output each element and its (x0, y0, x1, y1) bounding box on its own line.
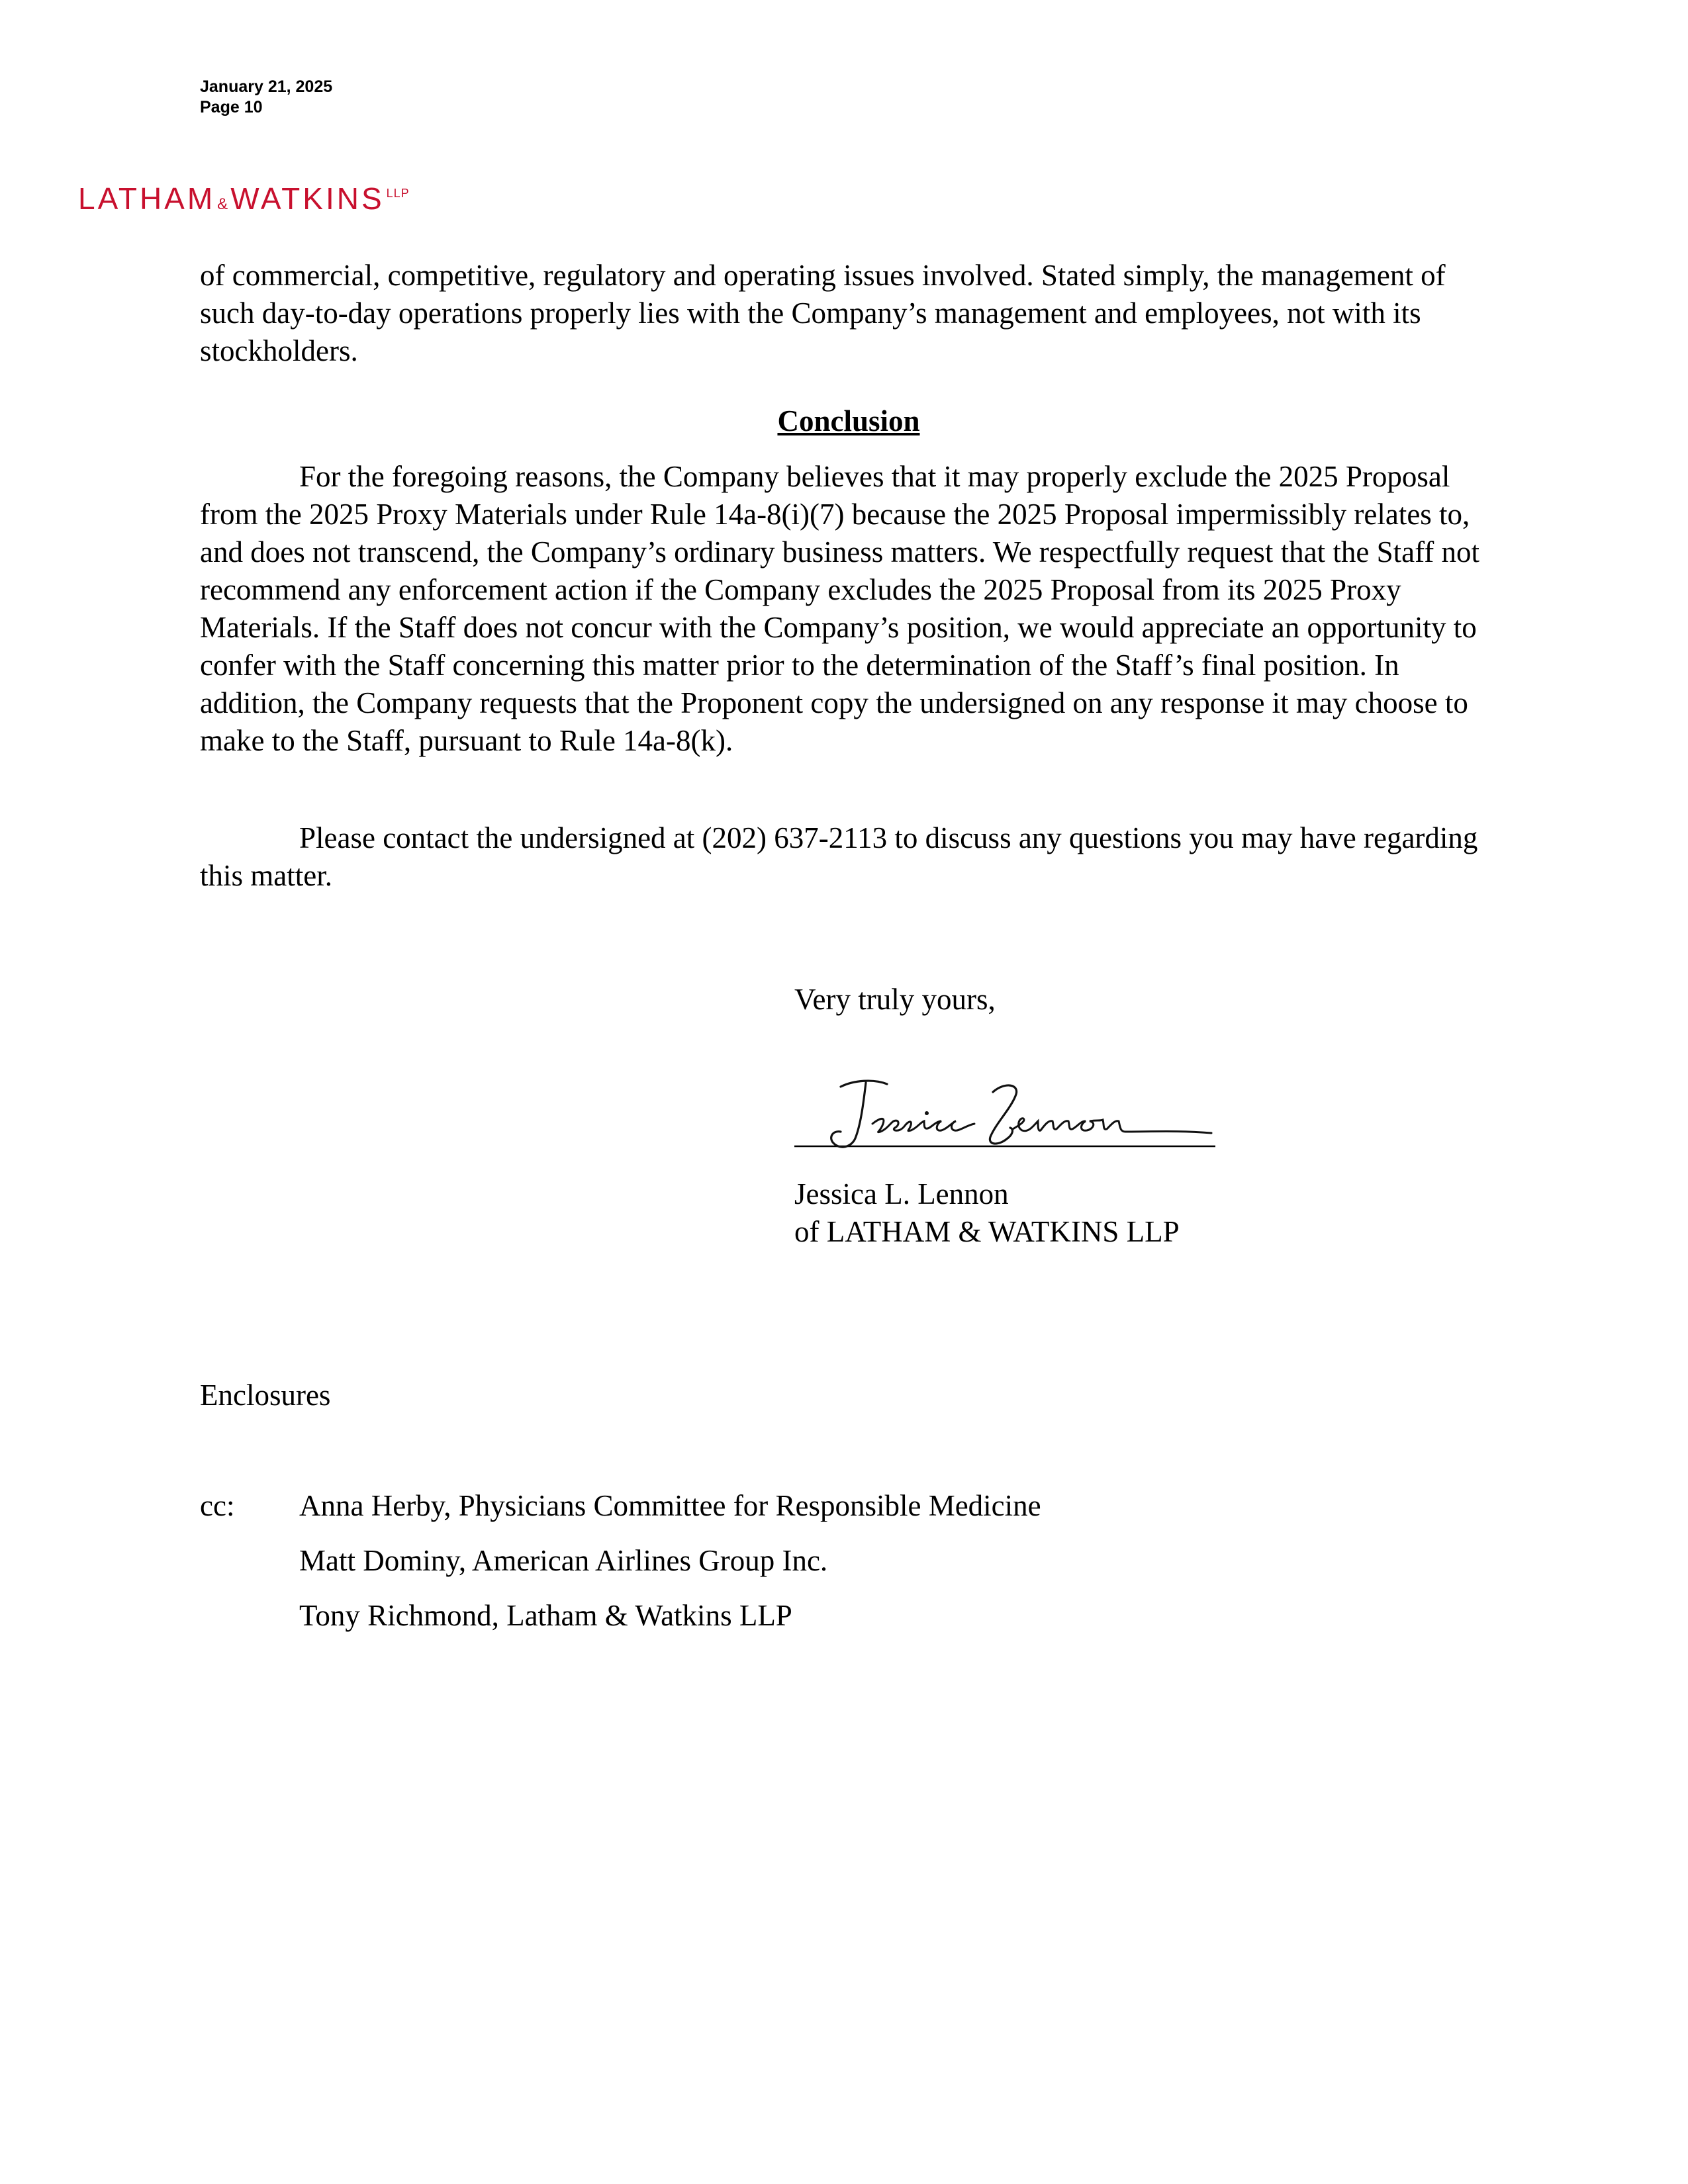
firm-logo (78, 173, 410, 224)
logo-name-left: LATHAM (78, 181, 216, 216)
page-number: Page 10 (200, 98, 263, 116)
section-heading: Conclusion (777, 404, 920, 437)
logo-ampersand: & (217, 195, 229, 213)
signer-firm: of LATHAM & WATKINS LLP (794, 1215, 1180, 1248)
enclosures-label: Enclosures (200, 1379, 331, 1412)
cc-recipient: Matt Dominy, American Airlines Group Inc. (299, 1544, 828, 1577)
valediction: Very truly yours, (794, 983, 996, 1016)
continuation-paragraph: of commercial, competitive, regulatory and operating issues involved. Stated simply, the management of such day-to-day operations properly lies with the Company’s management and employees, not with its stockholders. (200, 259, 1446, 367)
handwritten-signature (794, 1072, 1218, 1158)
signer-name: Jessica L. Lennon (794, 1177, 1009, 1210)
cc-recipient: Tony Richmond, Latham & Watkins LLP (299, 1599, 792, 1632)
letter-date: January 21, 2025 (200, 77, 333, 96)
cc-label: cc: (200, 1489, 235, 1522)
logo-name-right: WATKINS (230, 181, 385, 216)
contact-paragraph: Please contact the undersigned at (202) 637-2113 to discuss any questions you may have regarding this matter. (200, 821, 1478, 892)
conclusion-paragraph: For the foregoing reasons, the Company believes that it may properly exclude the 2025 Proposal from the 2025 Proxy Materials under Rule 14a-8(i)(7) because the 2025 Proposal impermissibly relates to, and does not transcend, the Company’s ordinary business matters. We respectfully request that the Staff not recommend any enforcement action if the Company excludes the 2025 Proposal from its 2025 Proxy Materials. If the Staff does not concur with the Company’s position, we would appreciate an opportunity to confer with the Staff concerning this matter prior to the determination of the Staff’s final position. In addition, the Company requests that the Proponent copy the undersigned on any response it may choose to make to the Staff, pursuant to Rule 14a-8(k). (200, 460, 1480, 757)
cc-recipient: Anna Herby, Physicians Committee for Responsible Medicine (299, 1489, 1041, 1522)
letter-header (200, 77, 332, 118)
logo-suffix: LLP (386, 187, 410, 200)
